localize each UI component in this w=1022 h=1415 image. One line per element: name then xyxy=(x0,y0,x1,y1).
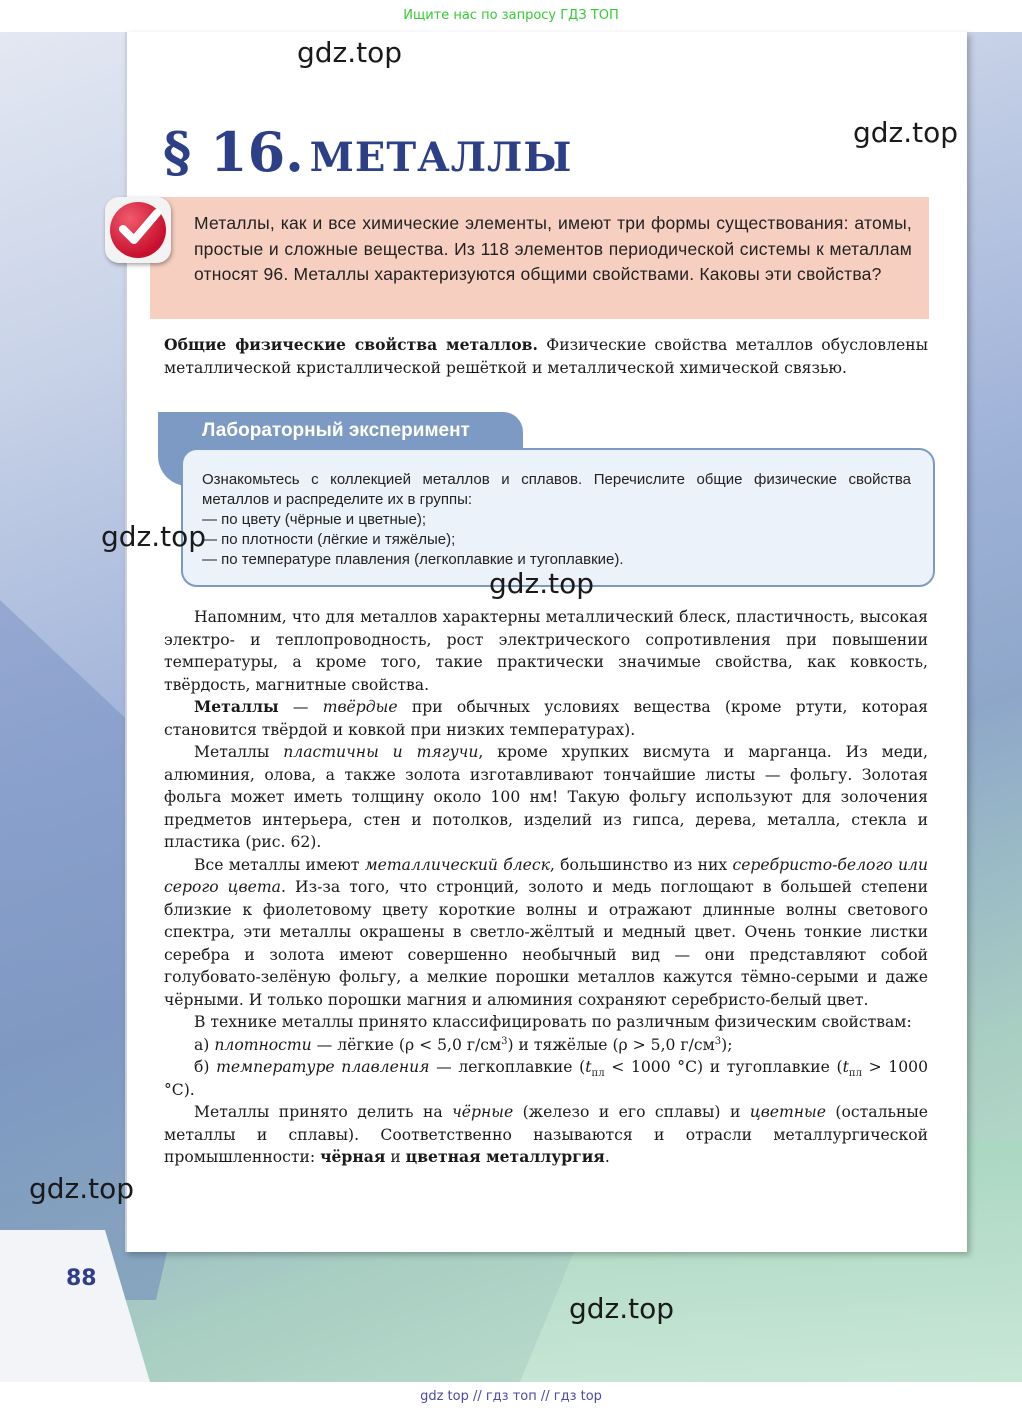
watermark: gdz.top xyxy=(853,116,959,149)
paragraph-heading: Общие физические свойства металлов. xyxy=(164,335,538,354)
section-title: МЕТАЛЛЫ xyxy=(309,134,573,181)
page-number: 88 xyxy=(66,1266,97,1291)
list-item: — по плотности (лёгкие и тяжёлые); xyxy=(202,531,456,548)
lab-text: Ознакомьтесь с коллекцией металлов и сплавов. Перечислите общие физические свойства металлов и распределите их в группы: — по цвету (чёрные и цветные); — по плотности (лёгкие и тяжёлые); — по температуре плавления (легкоплавкие и тугоплавкие). xyxy=(202,471,911,568)
watermark: gdz.top xyxy=(29,1172,135,1205)
paragraph: Общие физические свойства металлов. Физические свойства металлов обусловлены металлической кристаллической решёткой и металлической химической связью. xyxy=(164,335,929,377)
lab-title: Лабораторный эксперимент xyxy=(202,420,470,441)
checkmark-icon xyxy=(105,197,171,263)
section-number: § 16. xyxy=(163,120,304,184)
watermark: gdz.top xyxy=(101,520,207,553)
paragraph: Металлы пластичны и тягучи, кроме хрупких висмута и марганца. Из меди, алюминия, олова, а также золота изготавливают тончайшие листы — фольгу. Золотая фольга может иметь толщину около 100 нм! Такую фольгу используют для золочения предметов интерьера, стен и потолков, изделий из гипса, дерева, металла, стекла и пластика (рис. 62). xyxy=(164,743,928,851)
paragraph: В технике металлы принято классифицировать по различным физическим свойствам: xyxy=(194,1013,912,1031)
paragraph: б) температуре плавления — легкоплавкие ($t_{пл} < 1000$ °С) и тугоплавкие ($t_{пл} > 1000$ °С). xyxy=(164,1058,928,1099)
list-item: — по температуре плавления (легкоплавкие и тугоплавкие). xyxy=(202,551,624,568)
top-note: Ищите нас по запросу ГДЗ ТОП xyxy=(403,8,619,23)
watermark: gdz.top xyxy=(569,1292,675,1325)
watermark: gdz.top xyxy=(297,36,403,69)
page-title xyxy=(163,120,573,184)
paragraph: Напомним, что для металлов характерны металлический блеск, пластичность, высокая электро- и теплопроводность, рост электрического сопротивления при повышении температуры, а кроме того, такие практически значимые свойства, как ковкость, твёрдость, магнитные свойства. xyxy=(164,608,928,694)
bottom-note: gdz top // гдз топ // гдз top xyxy=(420,1389,602,1404)
body-text xyxy=(164,606,928,1169)
paragraph: Металлы принято делить на чёрные (железо и его сплавы) и цветные (остальные металлы и сплавы). Соответственно называются и отрасли металлургической промышленности: чёрная и цветная металлургия. xyxy=(164,1103,928,1166)
paragraph: Все металлы имеют металлический блеск, большинство из них серебристо-белого или серого цвета. Из-за того, что стронций, золото и медь поглощают в большей степени близкие к фиолетовому цвету короткие волны и отражают длинные волны светового спектра, эти металлы окрашены в светло-жёлтый и медный цвет. Очень тонкие листки серебра и золота имеют совершенно необычный вид — они представляют собой голубовато-зелёную фольгу, а мелкие порошки металлов кажутся тёмно-серыми и даже чёрными. И только порошки магния и алюминия сохраняют серебристо-белый цвет. xyxy=(164,855,929,1009)
list-item: — по цвету (чёрные и цветные); xyxy=(202,511,427,528)
watermark: gdz.top xyxy=(489,567,595,600)
paragraph: Металлы — твёрдые при обычных условиях вещества (кроме ртути, которая становится твёрдой и ковкой при низких температурах). xyxy=(164,697,928,739)
intro-text: Металлы, как и все химические элементы, имеют три формы существования: атомы, простые и сложные вещества. Из 118 элементов периодической системы к металлам относят 96. Металлы характеризуются общими свойствами. Каковы эти свойства? xyxy=(194,213,912,284)
paragraph: а) плотности — лёгкие (ρ < 5,0 $г/см^3$) и тяжёлые (ρ > 5,0 $г/см^3$); xyxy=(194,1035,733,1054)
